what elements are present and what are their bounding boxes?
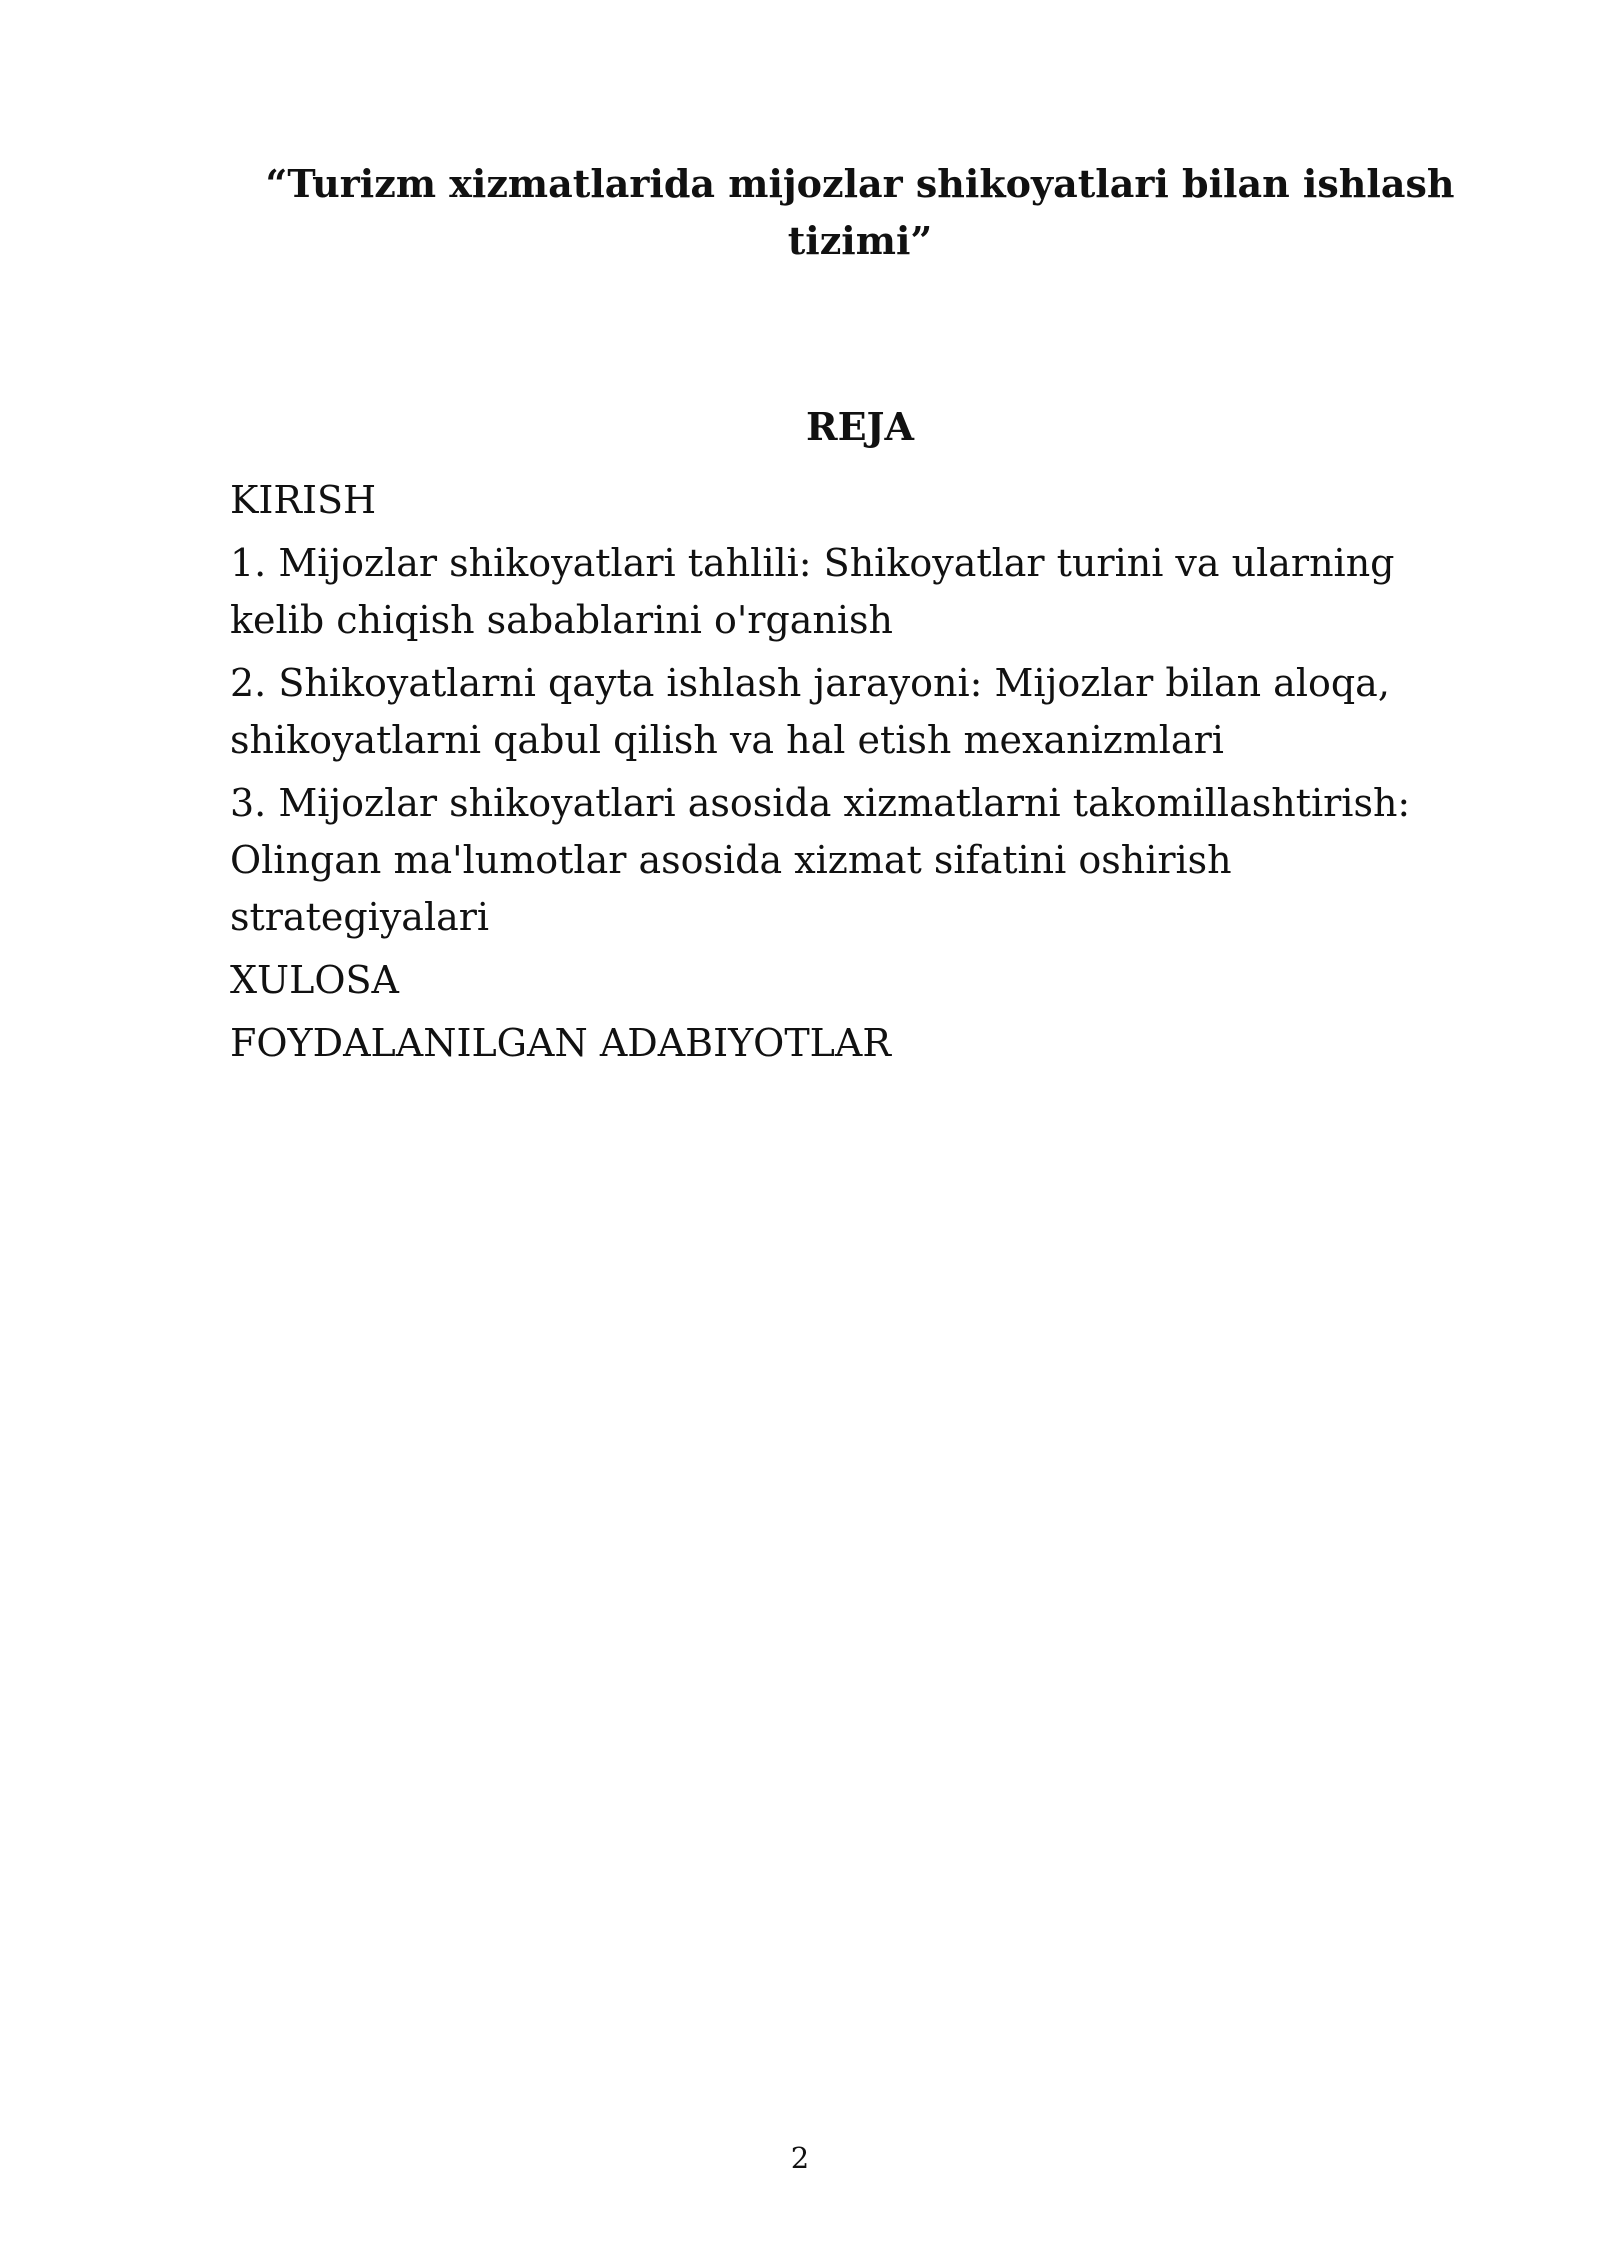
plan-item-references: FOYDALANILGAN ADABIYOTLAR xyxy=(230,1021,891,1065)
plan-item-introduction: KIRISH xyxy=(230,478,377,522)
plan-list xyxy=(230,472,1450,1078)
page-number: 2 xyxy=(790,2141,810,2175)
plan-heading: REJA xyxy=(805,404,914,449)
plan-item-conclusion: XULOSA xyxy=(230,958,399,1002)
plan-item-chapter-1: 1. Mijozlar shikoyatlari tahlili: Shikoyatlar turini va ularning kelib chiqish sabablarini o'rganish xyxy=(230,541,1395,642)
plan-item-chapter-3: 3. Mijozlar shikoyatlari asosida xizmatlarni takomillashtirish: Olingan ma'lumotlar asosida xizmat sifatini oshirish strategiyalari xyxy=(230,781,1411,939)
page-title: “Turizm xizmatlarida mijozlar shikoyatlari bilan ishlash tizimi” xyxy=(265,161,1455,263)
plan-item-chapter-2: 2. Shikoyatlarni qayta ishlash jarayoni: Mijozlar bilan aloqa, shikoyatlarni qabul qilish va hal etish mexanizmlari xyxy=(230,661,1390,762)
